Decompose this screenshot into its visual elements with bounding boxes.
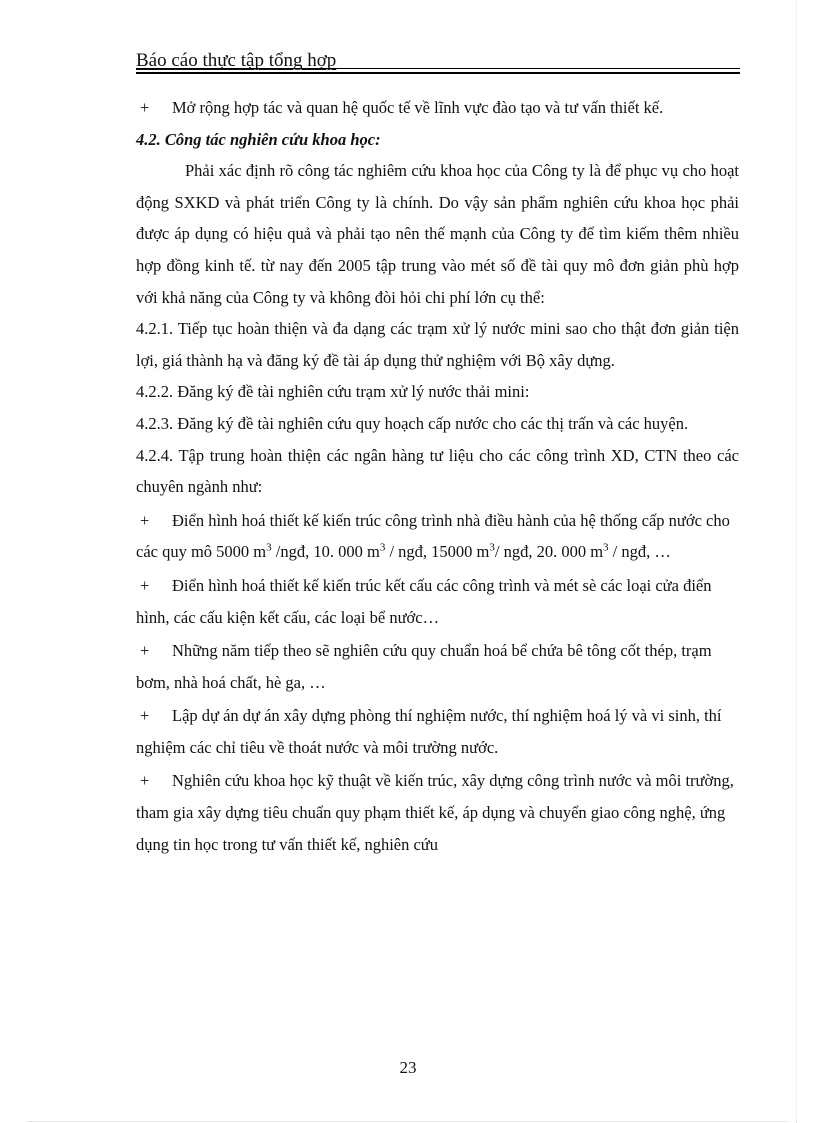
bullet-text: Lập dự án dự án xây dựng phòng thí nghiệm nước, thí nghiệm hoá lý và vi sinh, thí nghiệm các chỉ tiêu về thoát nước và môi trường nước.	[136, 706, 722, 757]
bullet-mark: +	[140, 706, 150, 726]
section-heading: 4.2. Công tác nghiên cứu khoa học:	[136, 129, 381, 149]
bullet-text: Nghiên cứu khoa học kỹ thuật về kiến trúc, xây dựng công trình nước và môi trường, tham gia xây dựng tiêu chuẩn quy phạm thiết kế, áp dụng và chuyển giao công nghệ, ứng dụng tin học trong tư vấn thiết kế, nghiên cứu	[136, 771, 734, 854]
bullet-text: Điển hình hoá thiết kế kiến trúc kết cấu các công trình và mét sè các loại cửa điển hình, các cấu kiện kết cấu, các loại bể nước…	[136, 575, 712, 627]
list-item	[136, 700, 739, 763]
list-item	[136, 92, 739, 124]
bullet-mark: +	[140, 641, 150, 661]
bullet-text: Những năm tiếp theo sẽ nghiên cứu quy chuẩn hoá bể chứa bê tông cốt thép, trạm bơm, nhà hoá chất, hè ga, …	[136, 641, 712, 692]
bullet-mark: +	[140, 510, 150, 530]
bullet-mark: +	[140, 575, 150, 595]
bullet-text: Mở rộng hợp tác và quan hệ quốc tế về lĩnh vực đào tạo và tư vấn thiết kế.	[172, 98, 664, 117]
page-bottom-border	[28, 1121, 788, 1122]
list-item	[136, 765, 739, 860]
bullet-mark: +	[140, 98, 150, 117]
list-item	[136, 570, 739, 633]
numbered-item-4-2-1: 4.2.1. Tiếp tục hoàn thiện và đa dạng các trạm xử lý nước mini sao cho thật đơn giản tiện lợi, giá thành hạ và đăng ký đề tài áp dụng thử nghiệm với Bộ xây dựng.	[136, 319, 739, 370]
header-rule-thick	[136, 72, 740, 74]
numbered-item-4-2-3: 4.2.3. Đăng ký đề tài nghiên cứu quy hoạch cấp nước cho các thị trấn và các huyện.	[136, 413, 689, 433]
page-number: 23	[399, 1058, 417, 1077]
page-header-title: Báo cáo thực tập tổng hợp	[136, 50, 337, 71]
bullet-text: Điển hình hoá thiết kế kiến trúc công trình nhà điều hành của hệ thống cấp nước cho các quy mô 5000 $m^3$ /ngđ, 10. 000 $m^3$ / ngđ, 15000 $m^3/$ ngđ, 20. 000 $m^3$ / ngđ, …	[136, 510, 730, 562]
list-item	[136, 635, 739, 698]
numbered-item-4-2-4: 4.2.4. Tập trung hoàn thiện các ngân hàng tư liệu cho các công trình XD, CTN theo các chuyên ngành như:	[136, 445, 739, 497]
paragraph: Phải xác định rõ công tác nghiêm cứu khoa học của Công ty là để phục vụ cho hoạt động SXKD và phát triển Công ty là chính. Do vậy sản phẩm nghiên cứu khoa học phải được áp dụng có hiệu quả và phải tạo nên thế mạnh của Công ty để tìm kiếm thêm nhiều hợp đồng kinh tế. từ nay đến 2005 tập trung vào mét số đề tài quy mô đơn giản phù hợp với khả năng của Công ty và không đòi hỏi chi phí lớn cụ thể:	[136, 161, 739, 307]
list-item	[136, 505, 739, 568]
bullet-mark: +	[140, 771, 150, 791]
numbered-item-4-2-2: 4.2.2. Đăng ký đề tài nghiên cứu trạm xử lý nước thải mini:	[136, 382, 530, 402]
page-right-border	[796, 0, 797, 1123]
header-rule-thin	[136, 68, 740, 69]
document-body	[136, 92, 739, 860]
